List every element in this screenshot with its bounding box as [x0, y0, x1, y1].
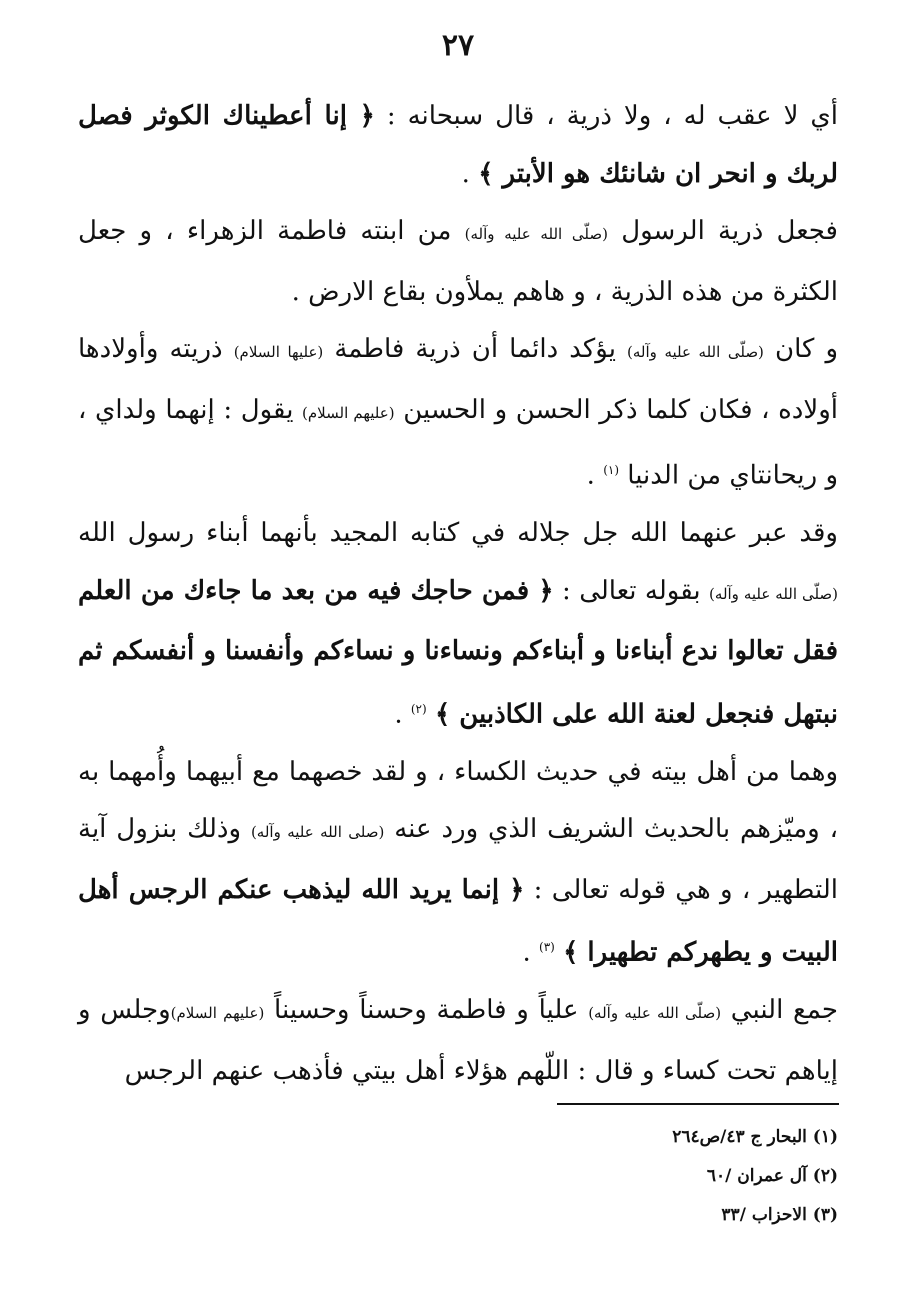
paragraph-2: [78, 203, 838, 321]
paragraph-6: [78, 982, 838, 1100]
footnotes: [500, 1118, 838, 1235]
text-run: وقد عبر عنهما الله جل جلاله في كتابه المجيد بأنهما أبناء رسول الله: [78, 518, 838, 549]
text-run: فجعل ذرية الرسول: [607, 216, 838, 246]
text-run: علياً و فاطمة وحسناً وحسيناً: [264, 995, 589, 1026]
salawat-phrase: (صلّى الله عليه وآله): [709, 584, 839, 603]
salawat-phrase: (صلّى الله عليه وآله): [627, 343, 764, 361]
paragraph-5: [78, 744, 838, 983]
quran-verse: ﴿ إنما يريد الله ليذهب عنكم الرجس أهل البيت و يطهركم تطهيرا ﴾: [78, 874, 838, 968]
text-run: [555, 938, 563, 968]
text-run: يقول : إنهما ولداي ، و ريحانتاي من الدنيا: [78, 394, 838, 491]
salawat-phrase: (عليهم السلام): [170, 1004, 265, 1023]
paragraph-3: [78, 321, 838, 505]
footnote-1: (١) البحار ج ٤٣/ص٢٦٤: [672, 1127, 838, 1147]
salawat-phrase: (عليهم السلام): [302, 403, 395, 422]
quran-verse: ﴿ فمن حاجك فيه من بعد ما جاءك من العلم فقل تعالوا ندع أبناءنا و أبناءكم ونساءنا و نساءكم وأنفسنا و أنفسكم ثم نبتهل فنجعل لعنة الله على الكاذبين ﴾: [78, 575, 838, 730]
text-run: أي لا عقب له ، ولا ذرية ، قال سبحانه :: [374, 101, 838, 131]
body-text: [78, 88, 838, 1100]
quran-verse: ﴿ إنا أعطيناك الكوثر فصل لربك و انحر ان شانئك هو الأبتر ﴾: [78, 101, 838, 189]
text-run: [427, 699, 435, 729]
text-run: بقوله تعالى :: [553, 575, 710, 606]
salawat-phrase: (صلّى الله عليه وآله): [588, 1004, 722, 1023]
salawat-phrase: (صلى الله عليه وآله): [250, 823, 385, 842]
footnote-ref: (٣): [539, 940, 555, 955]
footnote-2: (٢) آل عمران /٦٠: [706, 1166, 838, 1186]
text-run: ذريته وأولادها أولاده ، فكان كلما ذكر الحسن و الحسين: [78, 334, 838, 425]
salawat-phrase: (عليها السلام): [233, 343, 324, 361]
text-run: يؤكد دائما أن ذرية فاطمة: [323, 334, 628, 364]
paragraph-1: [78, 88, 838, 203]
text-run: و كان: [763, 334, 838, 364]
salawat-phrase: (صلّى الله عليه وآله): [464, 225, 608, 243]
text-run: .: [586, 460, 604, 491]
text-run: وذلك بنزول آية التطهير ، و هي قوله تعالى :: [78, 814, 839, 905]
text-run: .: [394, 699, 411, 730]
page-number: ٢٧: [441, 28, 475, 63]
text-run: .: [522, 937, 539, 968]
paragraph-4: [78, 505, 838, 744]
footnote-ref: (١): [603, 463, 620, 477]
text-run: وجلس و إياهم تحت كساء و قال : اللّهم هؤلاء أهل بيتي فأذهب عنهم الرجس: [78, 995, 838, 1086]
footnote-3: (٣) الاحزاب /٣٣: [721, 1205, 838, 1225]
text-run: من ابنته فاطمة الزهراء ، و جعل الكثرة من هذه الذرية ، و هاهم يملأون بقاع الارض .: [78, 216, 838, 307]
footnote-divider: [557, 1103, 839, 1105]
text-run: .: [461, 158, 479, 189]
footnote-ref: (٢): [410, 701, 427, 716]
text-run: وهما من أهل بيته في حديث الكساء ، و لقد خصهما مع أبيهما وأُمهما به ، وميّزهم بالحديث الشريف الذي ورد عنه: [78, 756, 838, 845]
text-run: جمع النبي: [721, 995, 838, 1026]
